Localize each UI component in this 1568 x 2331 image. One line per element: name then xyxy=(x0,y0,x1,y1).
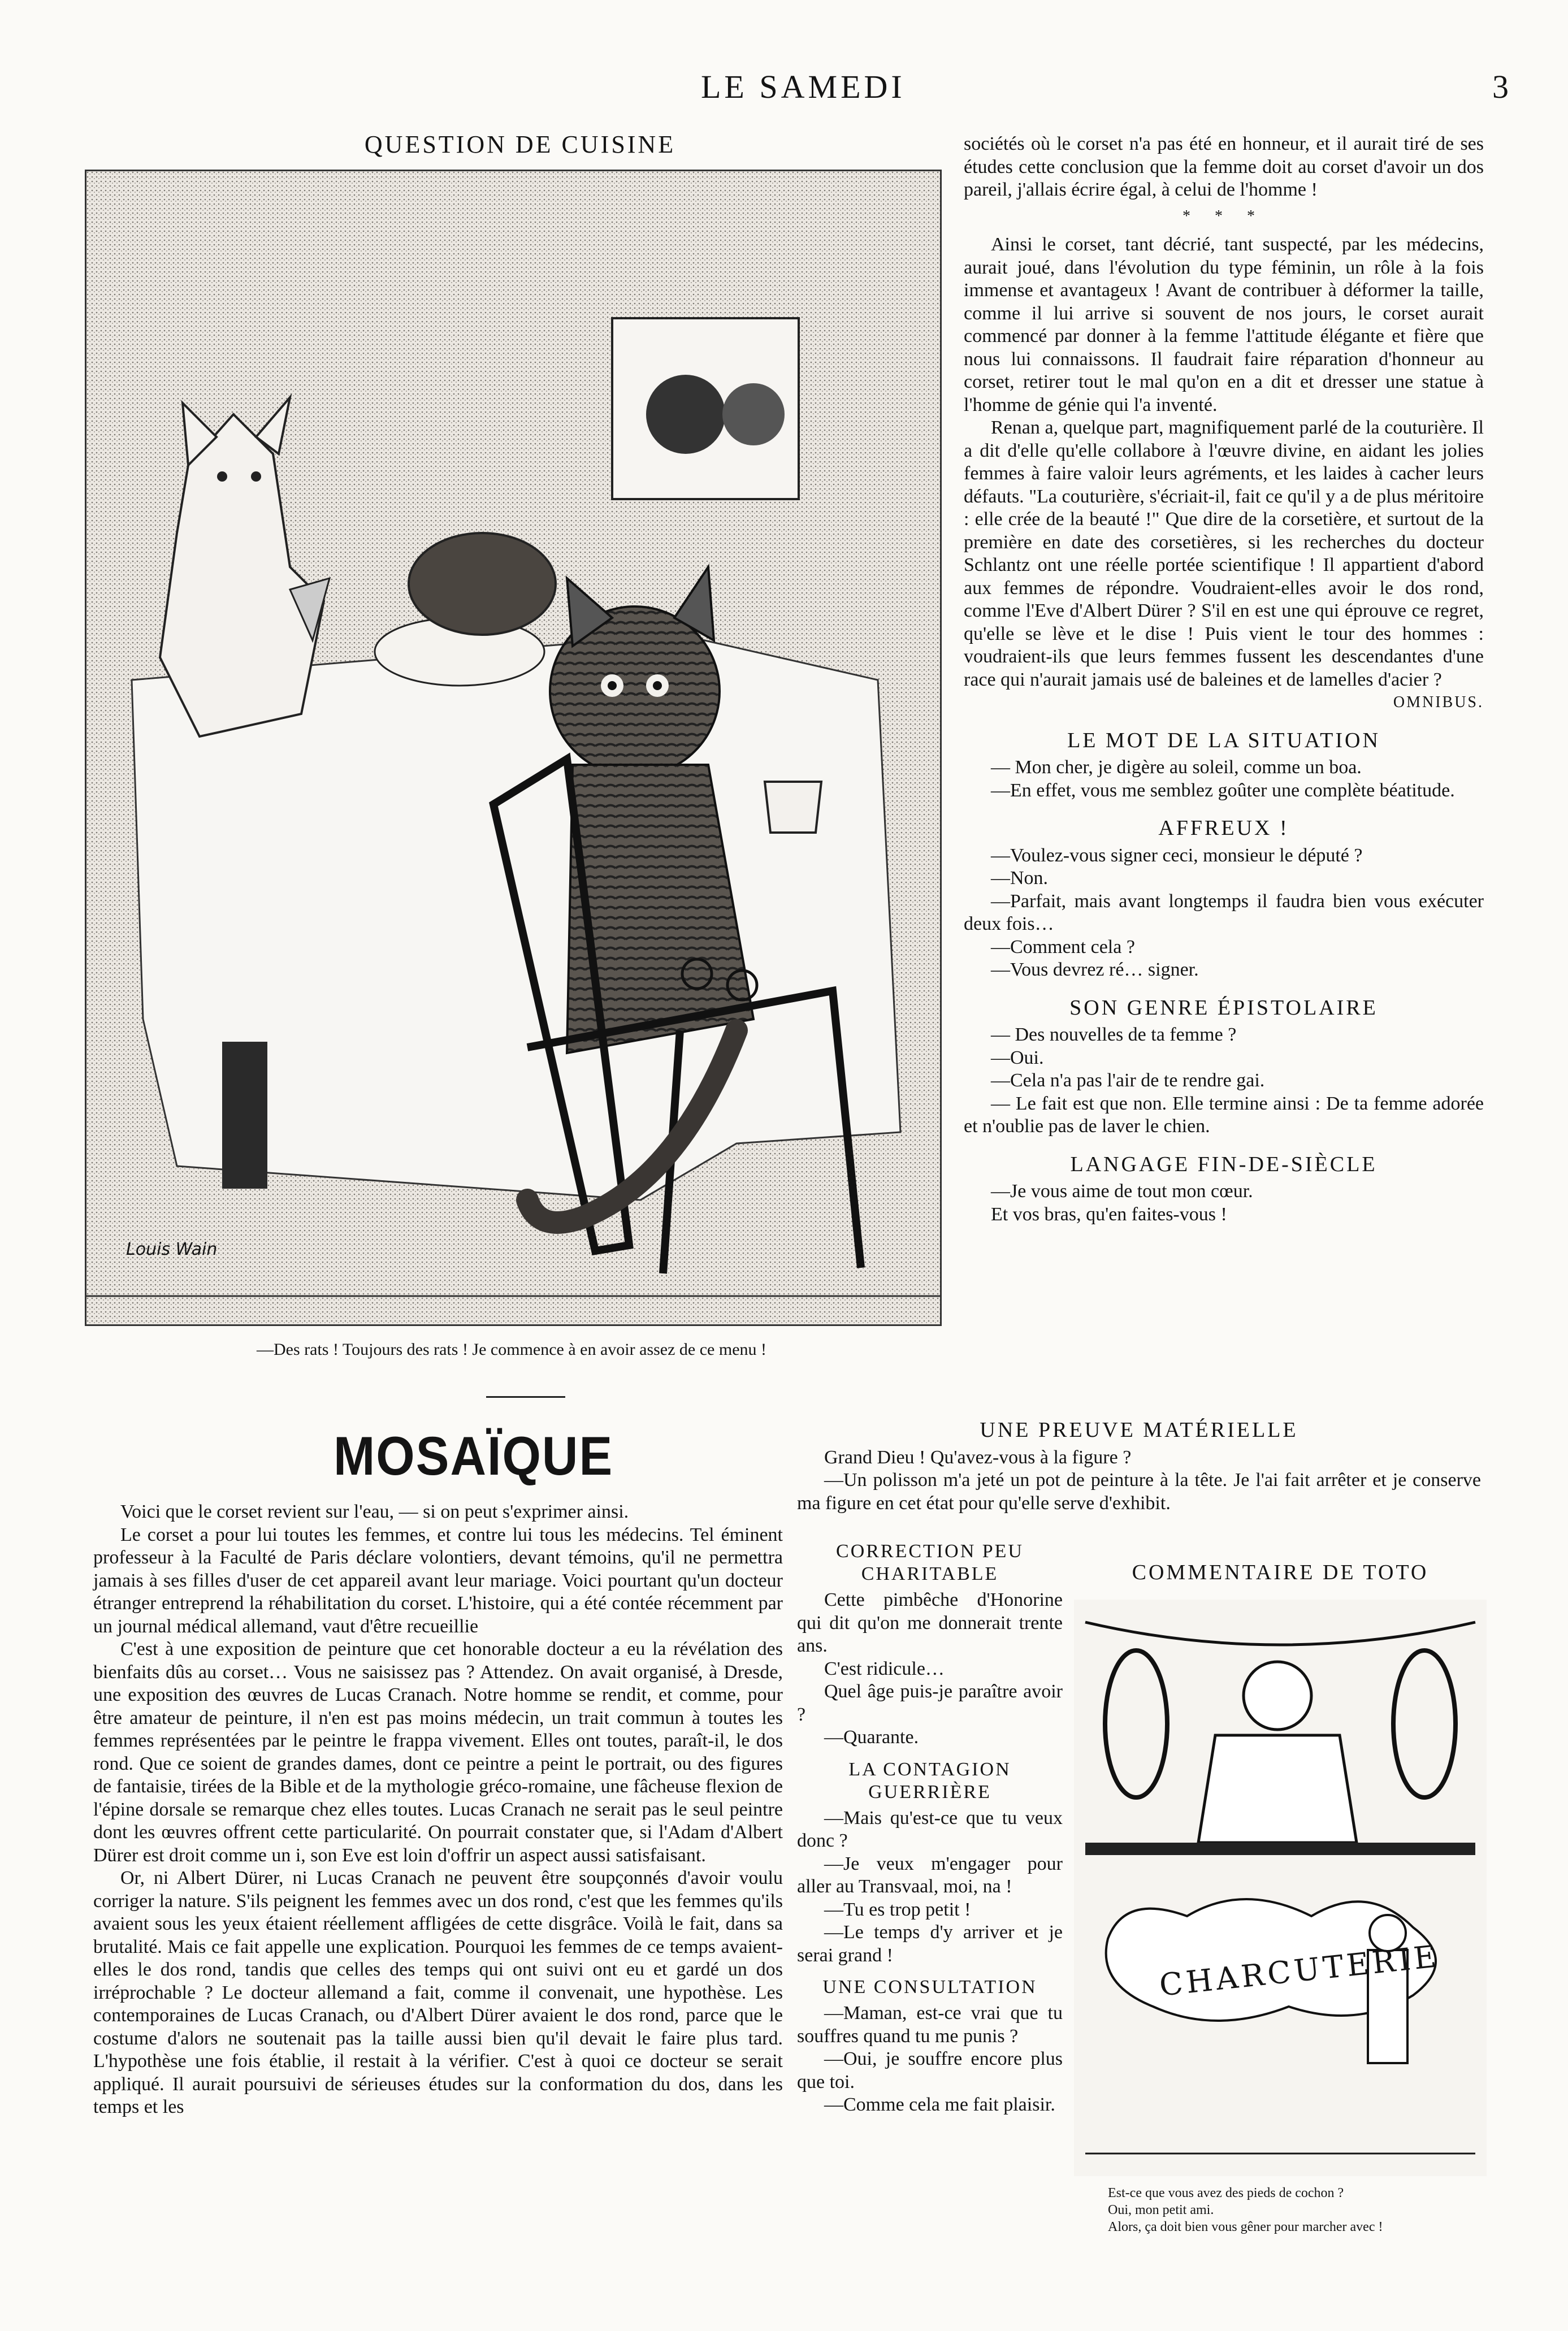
illustration-signature: Louis Wain xyxy=(126,1240,218,1259)
mot-line: —En effet, vous me semblez goûter une complète béatitude. xyxy=(991,779,1455,801)
contagion-line: —Mais qu'est-ce que tu veux donc ? xyxy=(797,1807,1063,1851)
mosaique-title: MOSAÏQUE xyxy=(333,1425,614,1487)
consultation-line: —Maman, est-ce vrai que tu souffres quand tu me punis ? xyxy=(797,2003,1063,2047)
toto-caption-line: Est-ce que vous avez des pieds de cochon ? xyxy=(1108,2186,1344,2200)
illustration-caption: —Des rats ! Toujours des rats ! Je commence à en avoir assez de ce menu ! xyxy=(256,1340,767,1359)
correction-line: Cette pimbêche d'Honorine qui dit qu'on me donnerait trente ans. xyxy=(797,1589,1063,1656)
genre-line: — Des nouvelles de ta femme ? xyxy=(991,1024,1237,1045)
mosaique-paragraph: Le corset a pour lui toutes les femmes, et contre lui tous les médecins. Tel éminent professeur à la Faculté de Paris déclare volontiers, devant témoins, qu'il ne permettra jamais à ses filles d'user de cet appareil avant leur mariage. Voici pourtant qu'un docteur étranger entreprend la réhabilitation du corset. L'histoire, qui a été contée récemment par un journal médical allemand, vaut d'être recueillie xyxy=(93,1524,783,1637)
toto-illustration xyxy=(1074,1600,1487,2176)
correction-line: C'est ridicule… xyxy=(824,1658,945,1679)
correction-line: Quel âge puis-je paraître avoir ? xyxy=(797,1681,1063,1725)
genre-line: —Cela n'a pas l'air de te rendre gai. xyxy=(991,1070,1265,1091)
mosaique-paragraph: Voici que le corset revient sur l'eau, — si on peut s'exprimer ainsi. xyxy=(120,1501,629,1522)
genre-line: — Le fait est que non. Elle termine ainsi : De ta femme adorée et n'oublie pas de laver le chien. xyxy=(964,1093,1484,1137)
affreux-title: AFFREUX ! xyxy=(1158,816,1289,840)
butcher-shop-drawing xyxy=(1074,1600,1487,2176)
mot-line: — Mon cher, je digère au soleil, comme un boa. xyxy=(991,757,1362,778)
affreux-line: —Parfait, mais avant longtemps il faudra bien vous exécuter deux fois… xyxy=(964,890,1484,934)
contagion-line: —Je veux m'engager pour aller au Transvaal, moi, na ! xyxy=(797,1853,1063,1897)
affreux-line: —Non. xyxy=(991,868,1049,889)
genre-title: SON GENRE ÉPISTOLAIRE xyxy=(1069,995,1378,1020)
main-illustration xyxy=(85,170,942,1326)
illustration-title: QUESTION DE CUISINE xyxy=(364,131,676,158)
continuation-paragraph: sociétés où le corset n'a pas été en honneur, et il aurait tiré de ses études cette conclusion que la femme doit au corset d'avoir un dos pareil, j'allais écrire égal, à celui de l'homme ! xyxy=(964,133,1484,200)
page-number: 3 xyxy=(1492,68,1509,105)
preuve-line: —Un polisson m'a jeté un pot de peinture à la tête. Je l'ai fait arrêter et je conserve ma figure en cet état pour qu'elle serve d'exhibit. xyxy=(797,1470,1481,1514)
affreux-line: —Voulez-vous signer ceci, monsieur le député ? xyxy=(991,844,1363,866)
correction-line: —Quarante. xyxy=(824,1727,919,1748)
consultation-line: —Comme cela me fait plaisir. xyxy=(824,2094,1055,2115)
middle-column xyxy=(797,1540,1063,2117)
toto-title: COMMENTAIRE DE TOTO xyxy=(1132,1561,1429,1584)
renan-paragraph: Renan a, quelque part, magnifiquement parlé de la couturière. Il a dit d'elle qu'elle collabore à l'œuvre divine, en aidant les jolies femmes à faire valoir leurs agréments, et les laides à cacher leurs défauts. "La couturière, s'écriait-il, fait ce qu'il y a de plus méritoire : elle crée de la beauté !" Que dire de la corsetière, et surtout de la première en date des corsetières, si les recherches du docteur Schlantz ont une réelle portée scientifique ! Il appartient d'abord aux femmes de répondre. Voudraient-elles avoir le dos rond, comme l'Eve d'Albert Dürer ? S'il en est une qui éprouve ce regret, qu'elle se lève et le dise ! Puis vient le tour des hommes : voudraient-ils que leurs femmes fussent les descendantes d'une race qui n'aurait jamais usé de baleines et de lamelles d'acier ? xyxy=(964,417,1484,690)
masthead: LE SAMEDI xyxy=(701,68,906,105)
corset-paragraph: Ainsi le corset, tant décrié, tant suspecté, par les médecins, aurait joué, dans l'évolution du type féminin, un rôle à la fois immense et avantageux ! Avant de contribuer à déformer la taille, comme il lui arrive si souvent de nos jours, le corset aurait commencé par donner à la femme l'attitude élégante et fière que nous lui connaissons. Il faudrait faire réparation d'honneur au corset, retirer tout le mal qu'on en a dit et dresser une statue à l'homme de génie qui l'a inventé. xyxy=(964,234,1484,415)
article-signature: OMNIBUS. xyxy=(1393,694,1484,711)
consultation-title: UNE CONSULTATION xyxy=(822,1977,1037,1998)
mosaique-paragraph: C'est à une exposition de peinture que cet honorable docteur a eu la révélation des bienfaits dûs au corset… Vous ne saisissez pas ? Attendez. On avait organisé, à Dresde, une exposition des œuvres de Lucas Cranach. Notre homme se rendit, et comme, pour être amateur de peinture, il n'en est pas moins médecin, un trait commun à toutes les femmes représentées par le peintre le frappa vivement. Elles ont toutes, paraît-il, le dos rond. Que ce soient de grandes dames, dont ce peintre a peint le portrait, ou des figures de fantaisie, tirées de la Bible et de la mythologie gréco-romaine, une fâcheuse flexion de l'épine dorsale se remarque chez elles toutes. Lucas Cranach ne serait pas le seul peintre dont les œuvres offrent cette particularité. On pourrait constater que, si l'Adam d'Albert Dürer est droit comme un i, son Eve est loin d'offrir un aspect aussi satisfaisant. xyxy=(93,1639,783,1866)
contagion-title: LA CONTAGION GUERRIÈRE xyxy=(848,1758,1011,1803)
mot-title: LE MOT DE LA SITUATION xyxy=(1067,728,1380,752)
right-column xyxy=(964,133,1484,1226)
toto-caption-line: Alors, ça doit bien vous gêner pour marcher avec ! xyxy=(1108,2220,1383,2234)
consultation-line: —Oui, je souffre encore plus que toi. xyxy=(797,2048,1063,2092)
section-stars: * * * xyxy=(1183,207,1265,225)
mosaique-paragraph: Or, ni Albert Dürer, ni Lucas Cranach ne peuvent être soupçonnés d'avoir voulu corriger la nature. S'ils peignent les femmes avec un dos rond, c'est que les femmes qu'ils avaient sous les yeux étaient réellement affligées de cette disgrâce. Voilà le fait, dans sa brutalité. Mais ce fait appelle une explication. Pourquoi les femmes de ce temps avaient-elles le dos rond, tandis que celles des temps qui ont suivi ont eu et gardé un dos irréprochable ? Le docteur allemand a fait, comme il convenait, une hypothèse. Les contemporaines de Lucas Cranach, ou d'Albert Dürer avaient le dos rond, parce que le costume d'alors ne soutenait pas la taille aussi bien qu'il devait le faire plus tard. L'hypothèse une fois établie, il restait à la vérifier. C'est à quoi ce docteur se serait appliqué. Il aurait poursuivi de sérieuses études sur la conformation du dos, dans les temps et les xyxy=(93,1868,783,2117)
langage-line: Et vos bras, qu'en faites-vous ! xyxy=(991,1203,1227,1225)
correction-title: CORRECTION PEU CHARITABLE xyxy=(836,1541,1024,1584)
divider xyxy=(486,1396,565,1398)
preuve-line: Grand Dieu ! Qu'avez-vous à la figure ? xyxy=(824,1446,1132,1468)
charcuterie-sign: CHARCUTERIE xyxy=(1158,1938,1441,2003)
contagion-line: —Le temps d'y arriver et je serai grand ! xyxy=(797,1922,1063,1966)
affreux-line: —Comment cela ? xyxy=(991,936,1135,957)
preuve-section xyxy=(797,1419,1481,1515)
langage-line: —Je vous aime de tout mon cœur. xyxy=(991,1181,1253,1202)
toto-caption xyxy=(1108,2185,1481,2235)
langage-title: LANGAGE FIN-DE-SIÈCLE xyxy=(1070,1152,1378,1176)
genre-line: —Oui. xyxy=(991,1047,1044,1068)
cats-dinner-drawing xyxy=(86,171,940,1324)
preuve-title: UNE PREUVE MATÉRIELLE xyxy=(980,1418,1298,1442)
mosaique-article xyxy=(93,1501,783,2119)
toto-caption-line: Oui, mon petit ami. xyxy=(1108,2203,1214,2217)
contagion-line: —Tu es trop petit ! xyxy=(824,1899,971,1920)
affreux-line: —Vous devrez ré… signer. xyxy=(991,959,1199,980)
